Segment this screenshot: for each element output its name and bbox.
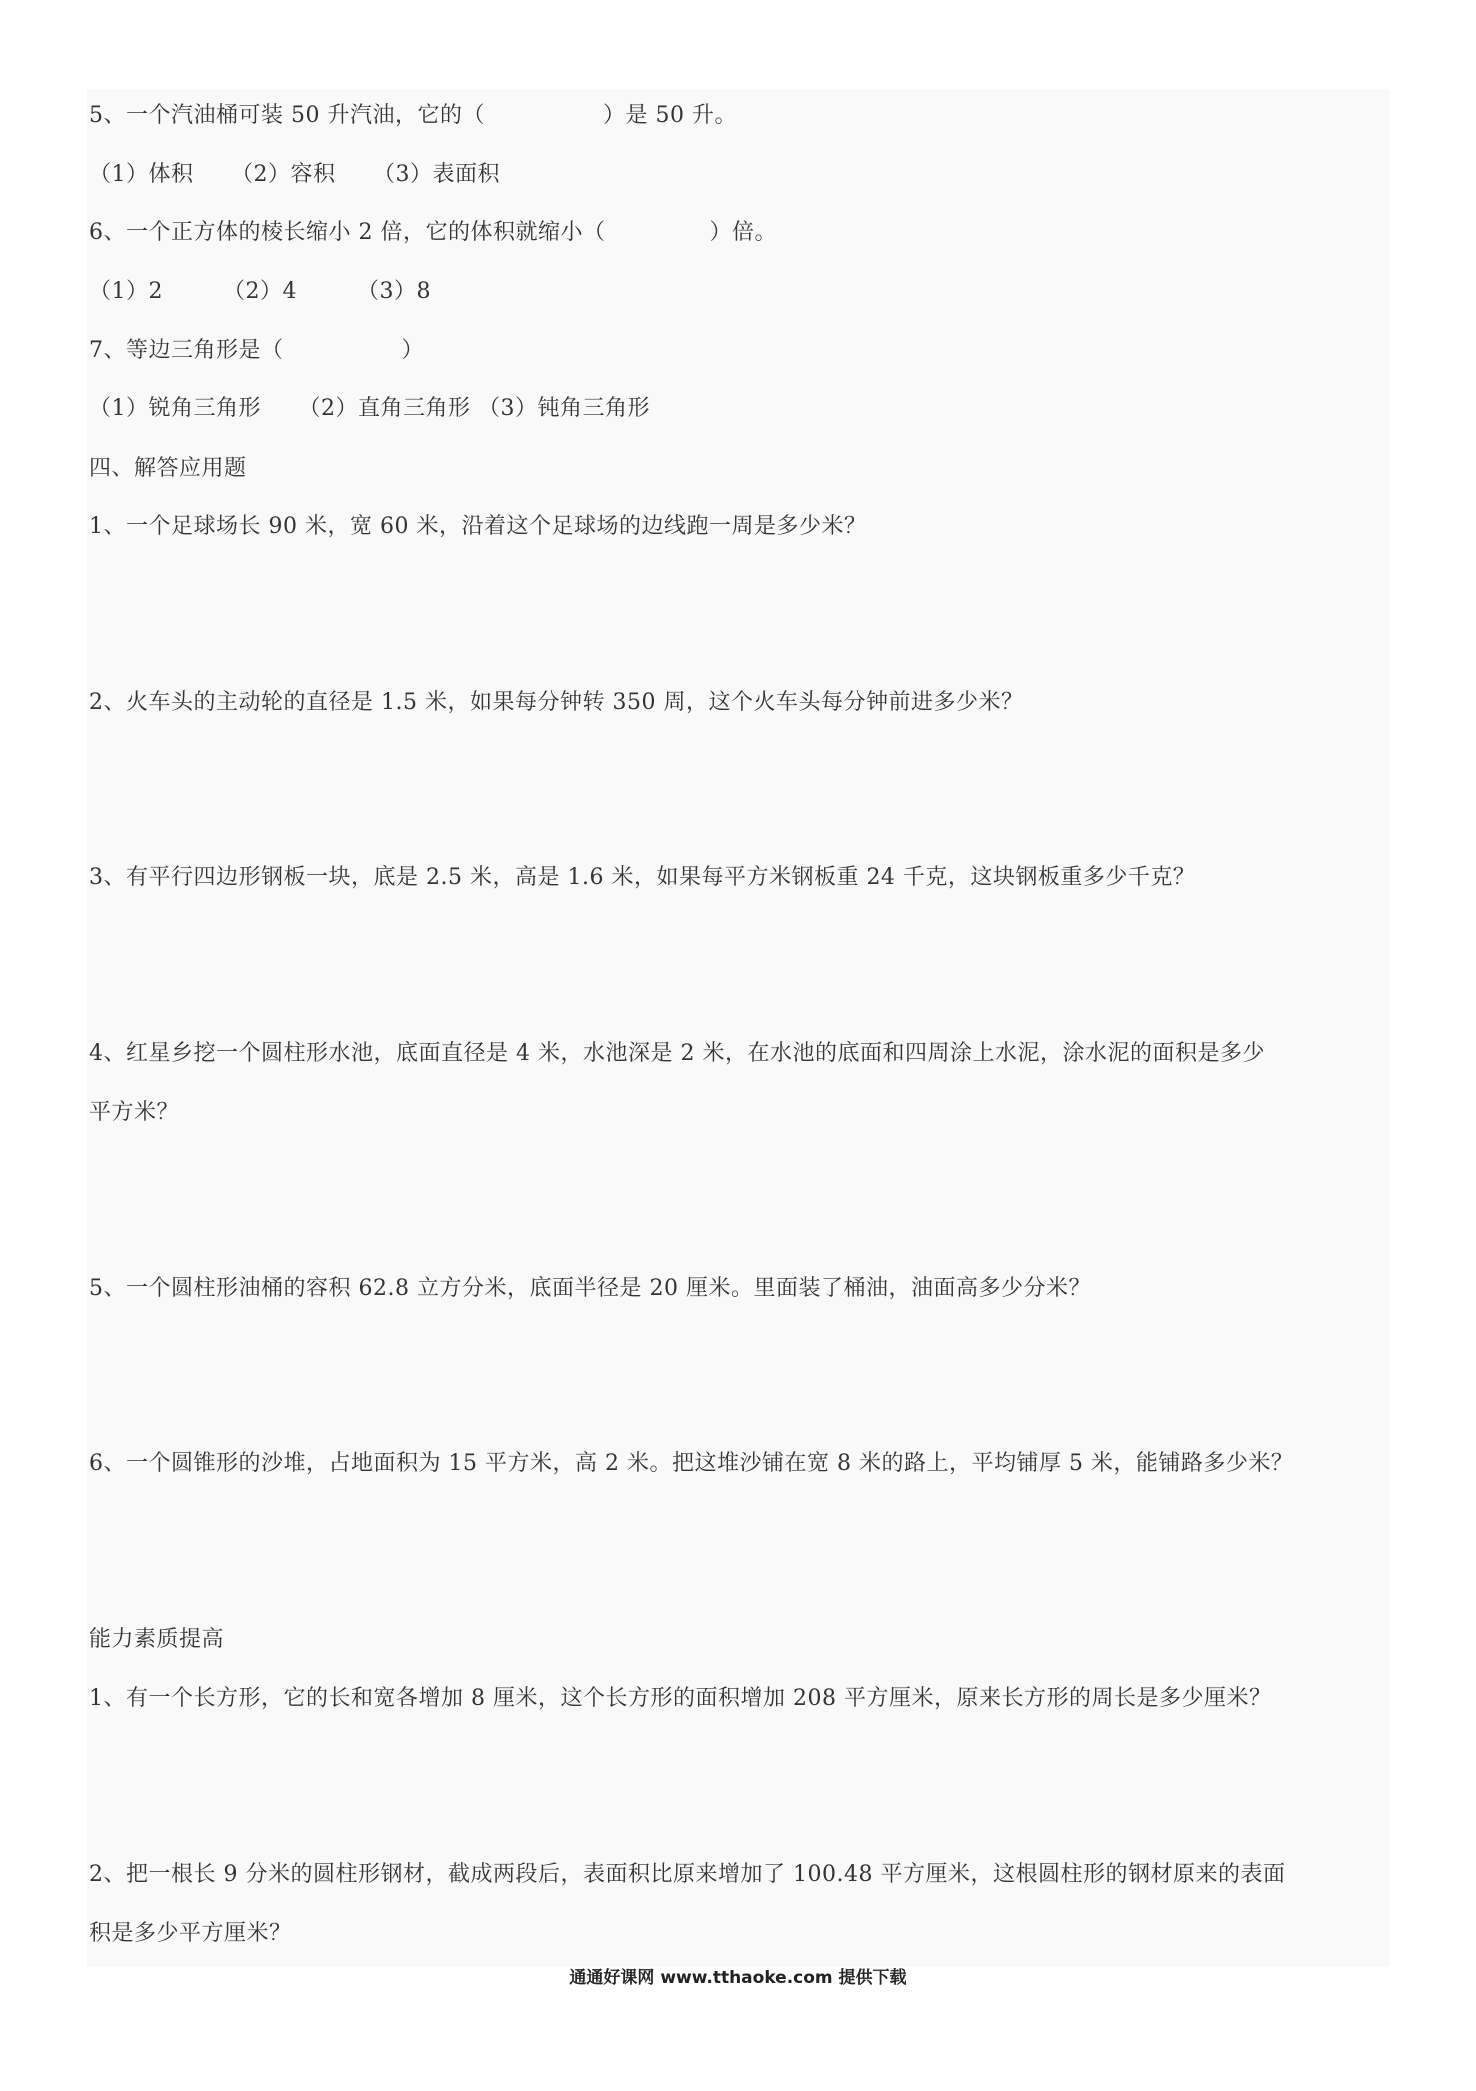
- ability-question-2-line-1: 2、把一根长 9 分米的圆柱形钢材，截成两段后，表面积比原来增加了 100.48 平方厘米，这根圆柱形的钢材原来的表面: [89, 1862, 1286, 1887]
- question-5-choice: 5、一个汽油桶可装 50 升汽油，它的（ ）是 50 升。: [89, 103, 737, 128]
- section-4-question-3: 3、有平行四边形钢板一块，底是 2.5 米，高是 1.6 米，如果每平方米钢板重 24 千克，这块钢板重多少千克？: [89, 865, 1196, 890]
- footer-source-note: 通通好课网 www.tthaoke.com 提供下载: [569, 1968, 907, 1988]
- section-4-question-2: 2、火车头的主动轮的直径是 1.5 米，如果每分钟转 350 周，这个火车头每分钟前进多少米？: [89, 690, 1024, 715]
- section-4-question-6: 6、一个圆锥形的沙堆，占地面积为 15 平方米，高 2 米。把这堆沙铺在宽 8 米的路上，平均铺厚 5 米，能铺路多少米？: [89, 1451, 1294, 1476]
- section-4-title: 四、解答应用题: [89, 456, 247, 481]
- question-7-choice: 7、等边三角形是（ ）: [89, 338, 425, 363]
- question-5-options: （1）体积 （2）容积 （3）表面积: [89, 162, 500, 187]
- section-4-question-4-line-1: 4、红星乡挖一个圆柱形水池，底面直径是 4 米，水池深是 2 米，在水池的底面和四周涂上水泥，涂水泥的面积是多少: [89, 1041, 1265, 1066]
- question-6-options: （1）2 （2）4 （3）8: [89, 279, 431, 304]
- ability-question-2-line-2: 积是多少平方厘米？: [89, 1921, 292, 1946]
- question-6-choice: 6、一个正方体的棱长缩小 2 倍，它的体积就缩小（ ）倍。: [89, 220, 777, 245]
- section-4-question-5: 5、一个圆柱形油桶的容积 62.8 立方分米，底面半径是 20 厘米。里面装了桶油，油面高多少分米？: [89, 1276, 1091, 1301]
- question-7-options: （1）锐角三角形 （2）直角三角形 （3）钝角三角形: [89, 396, 650, 421]
- section-4-question-4-line-2: 平方米？: [89, 1100, 180, 1125]
- ability-question-1: 1、有一个长方形，它的长和宽各增加 8 厘米，这个长方形的面积增加 208 平方厘米，原来长方形的周长是多少厘米？: [89, 1686, 1272, 1711]
- section-4-question-1: 1、一个足球场长 90 米，宽 60 米，沿着这个足球场的边线跑一周是多少米？: [89, 514, 867, 539]
- ability-section-title: 能力素质提高: [89, 1627, 225, 1652]
